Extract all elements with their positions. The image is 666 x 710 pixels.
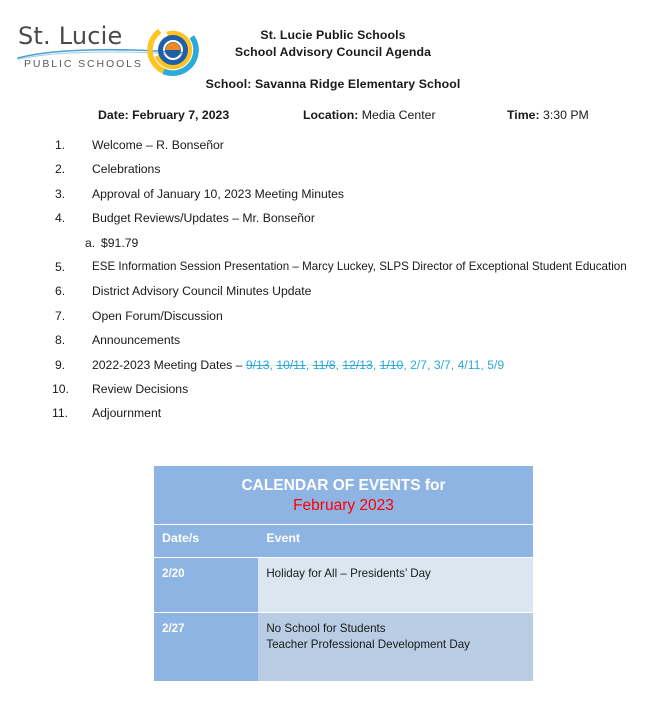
calendar-title-row	[154, 466, 533, 525]
agenda-item	[0, 284, 666, 308]
column-header-event: Event	[258, 525, 533, 558]
agenda-subitem-number: a.	[85, 235, 96, 250]
table-row	[154, 558, 533, 613]
agenda-subitem-label: $91.79	[101, 235, 139, 250]
event-line: No School for Students	[266, 622, 386, 635]
time-label: Time:	[507, 108, 540, 122]
agenda-item-label	[92, 358, 504, 372]
agenda-item-number: 7.	[55, 308, 66, 323]
meeting-date-upcoming: 5/9	[487, 357, 505, 372]
table-row	[154, 613, 533, 681]
event-description	[258, 558, 533, 613]
school-name-line: School: Savanna Ridge Elementary School	[205, 77, 461, 91]
agenda-subitem	[0, 236, 666, 260]
agenda-item	[0, 406, 666, 430]
agenda-item	[0, 187, 666, 211]
agenda-item	[0, 260, 666, 284]
agenda-item	[0, 309, 666, 333]
event-date: 2/27	[154, 613, 258, 681]
column-header-dates: Date/s	[154, 525, 258, 558]
meeting-location	[303, 108, 436, 122]
event-line: Teacher Professional Development Day	[266, 637, 470, 651]
meeting-dates-prefix: 2022-2023 Meeting Dates –	[92, 357, 246, 372]
meeting-date-past: 10/11	[276, 357, 306, 372]
calendar-header-row	[154, 525, 533, 558]
agenda-item-number: 11.	[52, 406, 69, 421]
title-line-1: St. Lucie Public Schools	[260, 28, 406, 42]
document-title	[0, 27, 666, 60]
agenda-item-label: Approval of January 10, 2023 Meeting Minutes	[92, 186, 345, 201]
agenda-item-number: 8.	[55, 333, 66, 348]
agenda-item-number: 10.	[52, 381, 69, 396]
calendar-of-events-table	[154, 466, 533, 681]
agenda-item-label: Budget Reviews/Updates – Mr. Bonseñor	[92, 211, 315, 226]
agenda-item-label: Celebrations	[92, 162, 161, 177]
title-line-2: School Advisory Council Agenda	[234, 44, 432, 59]
agenda-item-label: Welcome – R. Bonseñor	[92, 138, 224, 152]
agenda-item-number: 2.	[55, 162, 66, 177]
calendar-title-line-1: CALENDAR OF EVENTS for	[241, 477, 446, 494]
agenda-item-label: ESE Information Session Presentation – Marcy Luckey, SLPS Director of Exceptional Student Education	[92, 259, 627, 273]
meeting-date-past: 9/13	[245, 357, 270, 372]
meeting-date-past: 11/8	[312, 357, 336, 372]
agenda-item-label: District Advisory Council Minutes Update	[92, 284, 312, 299]
meeting-date-upcoming: 3/7	[433, 357, 451, 372]
location-value: Media Center	[361, 108, 436, 122]
agenda-item-number: 1.	[55, 138, 66, 152]
meeting-date-upcoming: 2/7	[410, 357, 428, 372]
agenda-item-number: 6.	[55, 284, 66, 299]
meeting-date: Date: February 7, 2023	[98, 108, 230, 122]
meeting-dates-list: 9/13, 10/11, 11/8, 12/13, 1/10, 2/7, 3/7, 4/11, 5/9	[245, 357, 505, 372]
agenda-item	[0, 333, 666, 357]
event-date: 2/20	[154, 558, 258, 613]
agenda-item-label: Open Forum/Discussion	[92, 308, 223, 323]
agenda-item-number: 5.	[55, 259, 66, 274]
location-label: Location:	[303, 108, 359, 122]
meeting-time	[507, 108, 589, 122]
event-line: Holiday for All – Presidents’ Day	[266, 567, 431, 580]
agenda-item-meeting-dates	[0, 358, 666, 382]
event-description	[258, 613, 533, 681]
agenda-item-label: Adjournment	[92, 406, 162, 421]
agenda-item	[0, 382, 666, 406]
agenda-item-number: 9.	[55, 357, 66, 372]
agenda-list	[0, 138, 666, 431]
agenda-item	[0, 138, 666, 162]
meeting-date-past: 1/10	[379, 357, 404, 372]
agenda-item	[0, 211, 666, 235]
agenda-item	[0, 162, 666, 186]
meeting-date-upcoming: 4/11	[457, 357, 481, 372]
agenda-item-number: 4.	[55, 211, 66, 226]
time-value: 3:30 PM	[543, 108, 589, 122]
logo-wordmark: St. Lucie	[18, 22, 123, 50]
meeting-date-past: 12/13	[342, 357, 373, 372]
agenda-item-label: Review Decisions	[92, 381, 189, 396]
meeting-meta-row	[0, 108, 666, 126]
calendar-title-line-2: February 2023	[293, 497, 394, 514]
logo-subtitle: PUBLIC SCHOOLS	[24, 58, 143, 70]
calendar-title-cell	[154, 466, 533, 525]
agenda-item-number: 3.	[55, 186, 66, 201]
agenda-item-label: Announcements	[92, 333, 181, 348]
